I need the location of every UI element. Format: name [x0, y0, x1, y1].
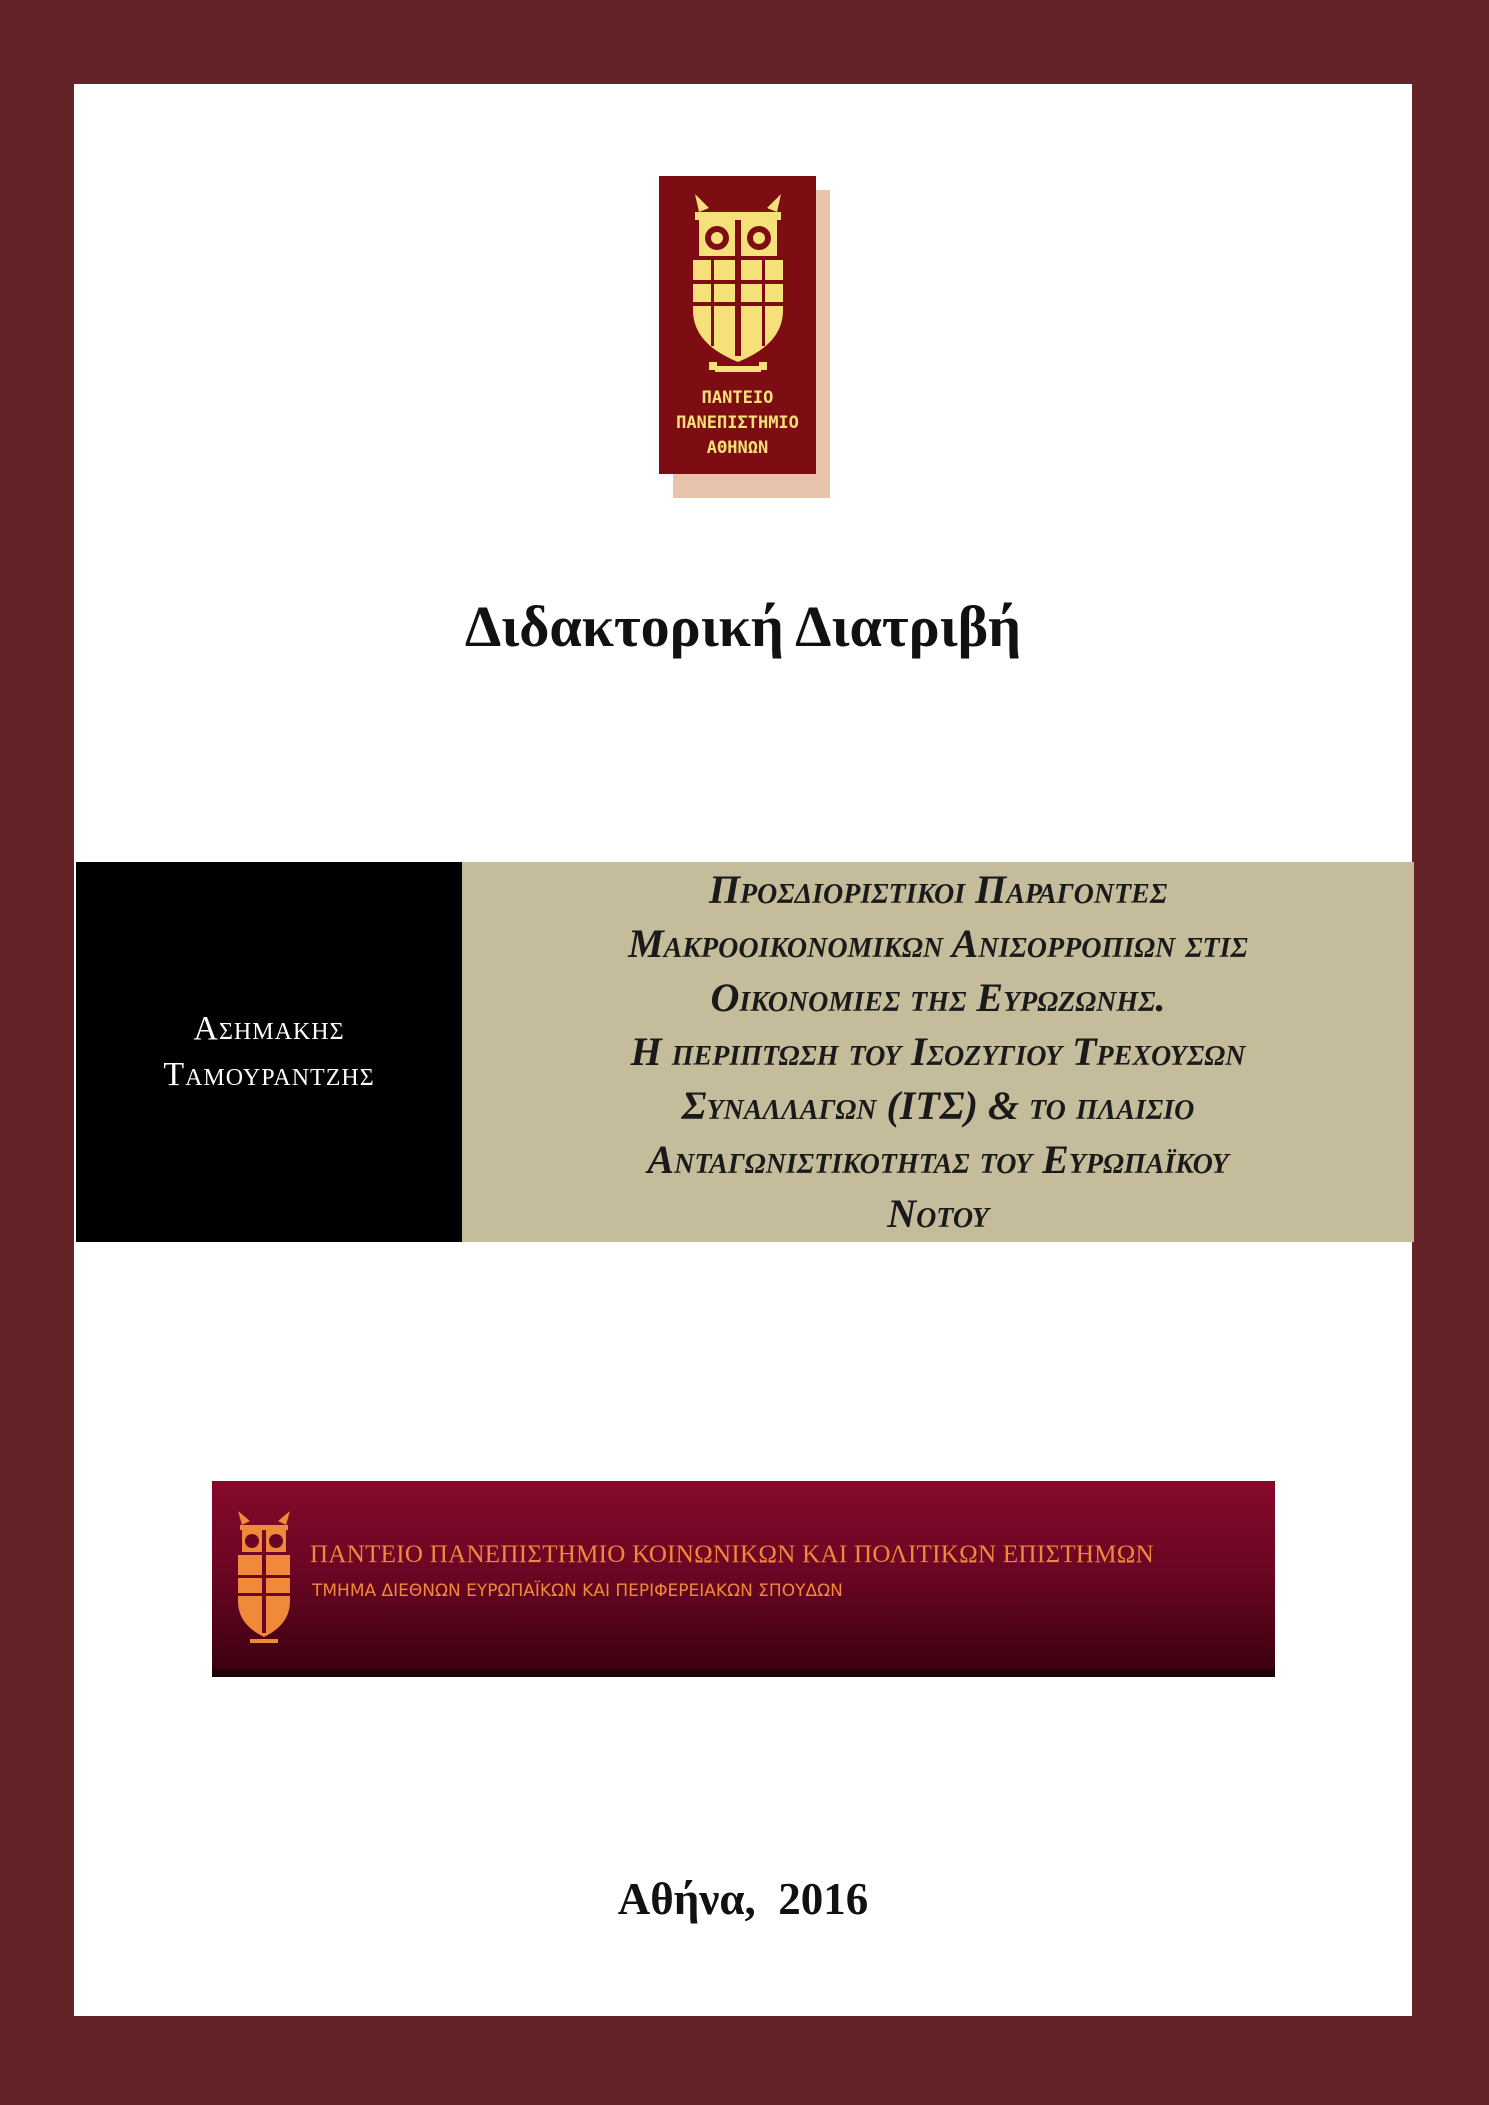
owl-crest-icon [236, 1509, 292, 1649]
title-line: Οικονομιεσ τησ Ευρωζωνησ. [710, 975, 1166, 1020]
document-type-heading: Διδακτορική Διατριβή [464, 594, 1022, 659]
logo-text-line3: ΑΘΗΝΩΝ [706, 438, 769, 458]
banner-university-name: ΠΑΝΤΕΙΟ ΠΑΝΕΠΙΣΤΗΜΙΟ ΚΟΙΝΩΝΙΚΩΝ ΚΑΙ ΠΟΛΙΤΙΚΩΝ ΕΠΙΣΤΗΜΩΝ [310, 1541, 1155, 1568]
logo-text-line2: ΠΑΝΕΠΙΣΤΗΜΙΟ [676, 413, 799, 433]
owl-crest-icon [687, 190, 789, 380]
title-line: Μακροοικονομικων Ανισορροπιων στισ [628, 921, 1248, 966]
title-line: Νοτου [887, 1191, 989, 1236]
title-band [76, 862, 1414, 1242]
author-first-name: Ασημακησ [193, 1010, 345, 1047]
thesis-title [462, 862, 1414, 1242]
author-last-name: Ταμουραντζησ [163, 1056, 375, 1093]
logo-text-line1: ΠΑΝΤΕΙΟ [701, 388, 774, 408]
place-and-year: Αθήνα, 2016 [617, 1874, 869, 1924]
title-line: Προσδιοριστικοι Παραγοντεσ [708, 867, 1168, 912]
title-line: Η περιπτωση του Ισοζυγιου Τρεχουσων [630, 1029, 1246, 1074]
university-logo [659, 176, 830, 498]
banner-department-name: ΤΜΗΜΑ ΔΙΕΘΝΩΝ ΕΥΡΩΠΑΪΚΩΝ ΚΑΙ ΠΕΡΙΦΕΡΕΙΑΚΩΝ ΣΠΟΥΔΩΝ [312, 1581, 843, 1601]
department-banner [212, 1481, 1275, 1677]
author-block [76, 862, 462, 1242]
title-line: Ανταγωνιστικοτητασ του Ευρωπαϊκου [647, 1137, 1229, 1182]
title-line: Συναλλαγων (ΙΤΣ) & το πλαισιο [681, 1083, 1195, 1128]
